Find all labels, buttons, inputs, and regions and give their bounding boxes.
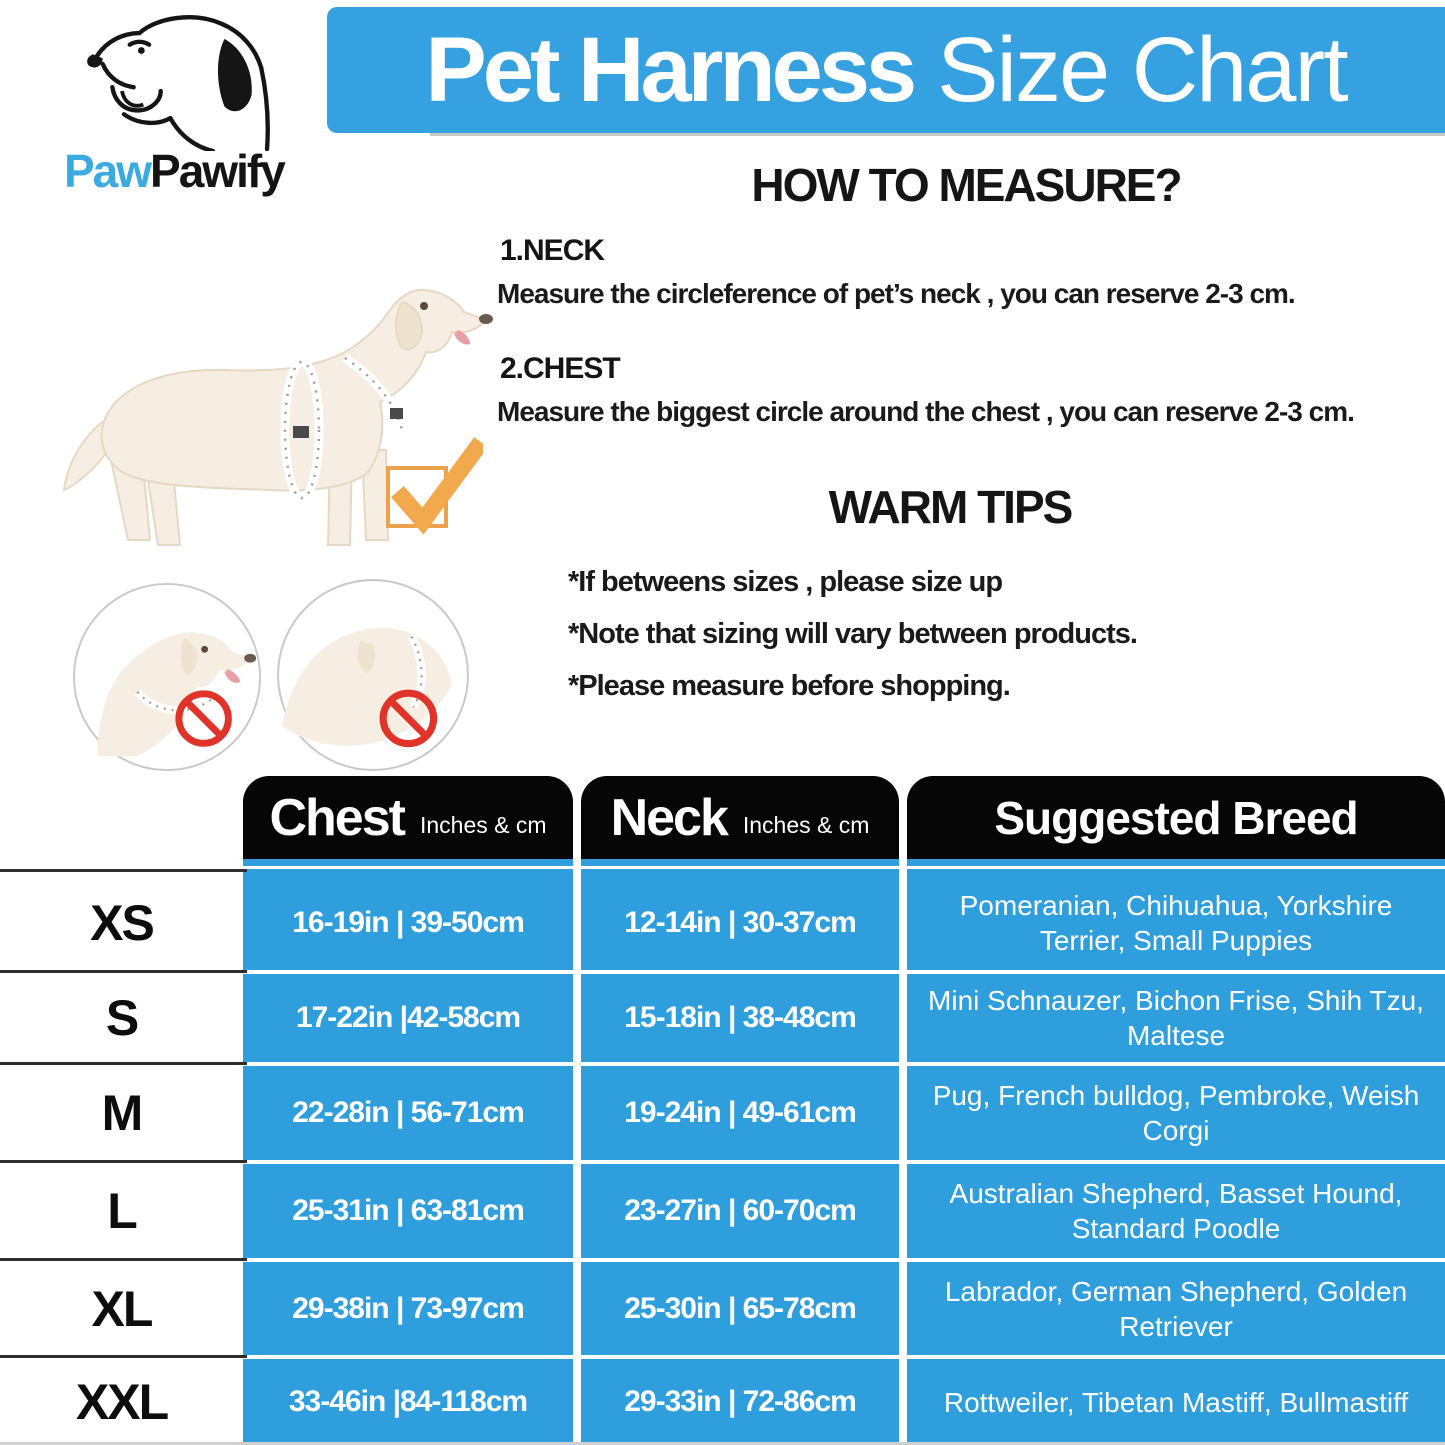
page-title-light: Size Chart: [937, 18, 1347, 121]
chest-header-label: Chest: [269, 788, 404, 847]
row-separator: [0, 1062, 247, 1065]
banner-shadow-line: [430, 133, 1445, 136]
breed-cell-xxl: Rottweiler, Tibetan Mastiff, Bullmastiff: [907, 1359, 1445, 1445]
header-cap-breed: [907, 859, 1445, 875]
breed-cell-s: Mini Schnauzer, Bichon Frise, Shih Tzu, Maltese: [907, 974, 1445, 1062]
chest-cell-s: 17-22in |42-58cm: [243, 974, 573, 1062]
chest-header-units: Inches & cm: [419, 812, 547, 838]
size-label-xs: XS: [90, 894, 153, 951]
neck-cell-xl: 25-30in | 65-78cm: [581, 1262, 899, 1355]
breed-cell-m: Pug, French bulldog, Pembroke, Weish Corgi: [907, 1066, 1445, 1160]
size-label-m: M: [101, 1085, 142, 1141]
warm-tip-2: *Note that sizing will vary between products.: [568, 618, 1137, 650]
neck-cell-xs: 12-14in | 30-37cm: [581, 875, 899, 970]
neck-header-units: Inches & cm: [742, 812, 870, 838]
row-separator: [0, 1160, 247, 1163]
chest-cell-l: 25-31in | 63-81cm: [243, 1164, 573, 1258]
breed-cell-xl: Labrador, German Shepherd, Golden Retriever: [907, 1262, 1445, 1355]
brand-logo: [64, 144, 324, 198]
measure-step-neck-text: Measure the circleference of pet’s neck , you can reserve 2-3 cm.: [497, 278, 1295, 309]
row-separator: [0, 1355, 247, 1358]
breed-cell-l: Australian Shepherd, Basset Hound, Standard Poodle: [907, 1164, 1445, 1258]
neck-cell-l: 23-27in | 60-70cm: [581, 1164, 899, 1258]
size-label-s: S: [105, 990, 138, 1046]
size-label-l: L: [107, 1183, 136, 1239]
row-separator: [0, 869, 247, 872]
brand-logo-dark-part: Pawify: [150, 145, 284, 197]
measure-step-neck-label: 1.NECK: [500, 234, 605, 267]
chest-cell-xl: 29-38in | 73-97cm: [243, 1262, 573, 1355]
column-header-neck: [581, 776, 899, 859]
row-separator: [0, 1258, 247, 1261]
neck-header-label: Neck: [610, 788, 727, 847]
neck-cell-s: 15-18in | 38-48cm: [581, 974, 899, 1062]
measure-step-chest-text: Measure the biggest circle around the chest , you can reserve 2-3 cm.: [497, 396, 1354, 427]
header-cap-neck: [581, 859, 899, 875]
header-cap-chest: [243, 859, 573, 875]
page-title-bold: Pet Harness: [425, 18, 914, 121]
how-to-measure-heading: HOW TO MEASURE?: [751, 159, 1181, 211]
measure-step-chest-label: 2.CHEST: [500, 352, 620, 385]
breed-cell-xs: Pomeranian, Chihuahua, Yorkshire Terrier, Small Puppies: [907, 875, 1445, 970]
column-header-breed: [907, 776, 1445, 859]
inset-chest-measure-wrong: [272, 574, 474, 776]
row-separator: [0, 970, 247, 973]
inset-neck-measure-wrong: [68, 578, 266, 776]
brand-logo-blue-part: Paw: [64, 145, 151, 197]
check-icon: [383, 436, 483, 534]
chest-cell-m: 22-28in | 56-71cm: [243, 1066, 573, 1160]
chest-cell-xs: 16-19in | 39-50cm: [243, 875, 573, 970]
size-label-xxl: XXL: [75, 1374, 168, 1430]
dog-head-logo-art: [76, 6, 286, 151]
neck-cell-xxl: 29-33in | 72-86cm: [581, 1359, 899, 1445]
title-banner: [327, 7, 1445, 133]
chest-cell-xxl: 33-46in |84-118cm: [243, 1359, 573, 1445]
warm-tip-1: *If betweens sizes , please size up: [568, 566, 1003, 598]
neck-cell-m: 19-24in | 49-61cm: [581, 1066, 899, 1160]
column-header-chest: [243, 776, 573, 859]
size-label-xl: XL: [91, 1280, 152, 1337]
warm-tip-3: *Please measure before shopping.: [568, 670, 1010, 702]
breed-header-label: Suggested Breed: [994, 791, 1358, 844]
warm-tips-heading: WARM TIPS: [828, 481, 1072, 533]
